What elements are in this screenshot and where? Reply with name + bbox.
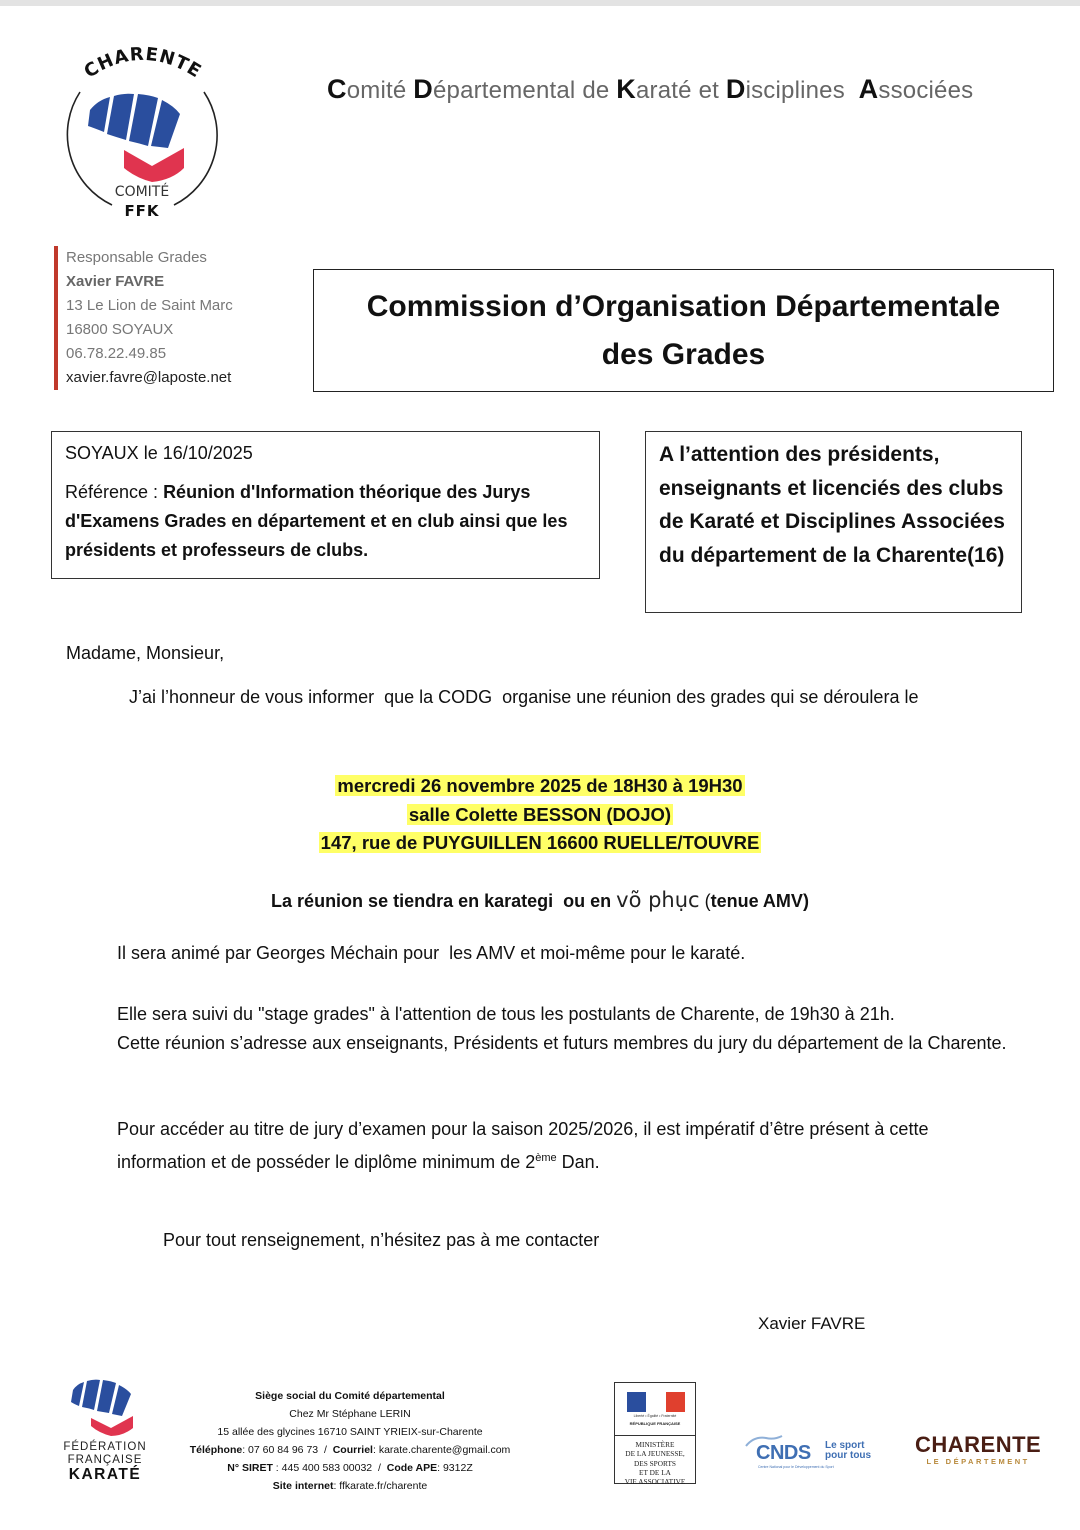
contact-address-line1: 13 Le Lion de Saint Marc (66, 297, 233, 314)
footer-siret-ape (160, 1459, 540, 1477)
dress-code-paren (700, 891, 809, 911)
republic-name: RÉPUBLIQUE FRANÇAISE (629, 1421, 681, 1426)
paren-close: ) (802, 891, 809, 911)
siret-label: N° SIRET (227, 1462, 273, 1474)
siege-title: Siège social du Comité départemental (255, 1390, 445, 1402)
commission-title-line1: Commission d’Organisation Départementale (366, 289, 1001, 323)
ffk-line1: FÉDÉRATION (63, 1441, 147, 1453)
contact-name: Xavier FAVRE (66, 273, 165, 290)
event-address-line: 147, rue de PUYGUILLEN 16600 RUELLE/TOUVRE (320, 832, 760, 853)
greeting: Madame, Monsieur, (66, 643, 225, 663)
ministere-line: MINISTÈRE (635, 1440, 675, 1449)
letter-date: SOYAUX le 16/10/2025 (65, 443, 253, 463)
republic-motto: Liberté • Égalité • Fraternité (633, 1414, 677, 1418)
reference-text (65, 478, 586, 565)
ffk-federation-logo (60, 1374, 150, 1483)
title-word: ssociées (878, 77, 974, 104)
contact-phone: 06.78.22.49.85 (66, 345, 167, 362)
paren-open: ( (699, 891, 711, 911)
ffk-line2: FRANÇAISE (67, 1454, 143, 1466)
siege-chez: Chez Mr Stéphane LERIN (289, 1408, 411, 1420)
sender-contact-block (54, 246, 233, 390)
title-initial: C (327, 74, 347, 104)
siret-value: : 445 400 583 00032 / (272, 1462, 387, 1474)
title-word: isciplines (745, 77, 859, 104)
charente-comite-ffk-logo (52, 40, 232, 220)
reference-subject: Réunion d'Information théorique des Jurys d'Examens Grades en département et en club ainsi que les présidents et professeurs de clubs. (65, 482, 568, 560)
svg-text:COMITÉ: COMITÉ (114, 184, 170, 200)
charente-departement-logo (915, 1433, 1041, 1466)
organization-title (327, 74, 973, 105)
attention-box: A l’attention des présidents, enseignants et licenciés des clubs de Karaté et Disciplines Associées du département de la Charente(16) (645, 431, 1022, 613)
cnds-name: CNDS (756, 1442, 811, 1464)
jury-text-end: Dan. (556, 1151, 600, 1172)
dress-code-prefix: La réunion se tiendra en karategi ou en (271, 891, 617, 911)
site-label: Site internet (272, 1480, 334, 1492)
svg-text:FFK: FFK (124, 202, 160, 220)
intro-paragraph: J’ai l’honneur de vous informer que la CODG organise une réunion des grades qui se déroulera le (129, 687, 919, 707)
ministere-line: DES SPORTS (634, 1458, 676, 1468)
footer-website (160, 1477, 540, 1495)
event-venue-line: salle Colette BESSON (DOJO) (408, 803, 672, 825)
title-initial: D (725, 74, 746, 104)
audience-line: Cette réunion s’adresse aux enseignants, Présidents et futurs membres du jury du département de la Charente. (117, 1032, 1007, 1053)
email-label: Courriel (332, 1444, 373, 1456)
title-word: araté et (636, 77, 726, 104)
email-value[interactable]: : karate.charente@gmail.com (372, 1444, 511, 1456)
title-initial: D (413, 74, 433, 104)
event-date-line: mercredi 26 novembre 2025 de 18H30 à 19H30 (337, 775, 743, 796)
commission-title-line2: des Grades (601, 337, 766, 371)
cnds-slogan-line: Le sport (825, 1440, 865, 1451)
footer-address-block (160, 1387, 540, 1495)
animation-paragraph: Il sera animé par Georges Méchain pour les AMV et moi-même pour le karaté. (117, 943, 746, 963)
phone-value: : 07 60 84 96 73 / (242, 1444, 333, 1456)
event-details (0, 772, 1080, 858)
ffk-line3: KARATÉ (68, 1466, 142, 1483)
jury-requirement-paragraph (117, 1115, 1017, 1176)
ministere-line: ET DE LA (639, 1467, 671, 1477)
signature: Xavier FAVRE (758, 1314, 866, 1333)
karate-fist-icon (52, 40, 232, 220)
reference-label: Référence : (65, 482, 164, 502)
charente-name: CHARENTE (915, 1432, 1042, 1457)
vo-phuc-text: võ phục (616, 888, 700, 912)
reference-box (51, 431, 600, 579)
ministere-line: VIE ASSOCIATIVE (624, 1477, 686, 1487)
title-initial: A (858, 74, 879, 104)
contact-email[interactable]: xavier.favre@laposte.net (66, 369, 232, 386)
paren-text: tenue AMV (710, 891, 803, 911)
stage-paragraph (117, 1000, 1037, 1057)
dress-code-line (0, 888, 1080, 912)
superscript-eme: ème (535, 1151, 557, 1164)
svg-text:CHARENTE: CHARENTE (80, 43, 206, 83)
title-initial: K (616, 74, 636, 104)
footer-phone-email (160, 1441, 540, 1459)
siege-address: 15 allée des glycines 16710 SAINT YRIEIX-sur-Charente (217, 1426, 483, 1438)
top-scroll-bar (0, 0, 1080, 6)
title-word: épartemental de (432, 77, 617, 104)
ape-label: Code APE (386, 1462, 438, 1474)
contact-role: Responsable Grades (66, 249, 207, 266)
cnds-slogan (825, 1441, 871, 1461)
cnds-slogan-line: pour tous (825, 1450, 872, 1461)
ministere-jeunesse-sports-logo (614, 1382, 696, 1487)
jury-text: Pour accéder au titre de jury d’examen pour la saison 2025/2026, il est impératif d’être présent à cette information et de posséder le diplôme minimum de 2 (117, 1119, 929, 1172)
contact-invitation: Pour tout renseignement, n’hésitez pas à me contacter (163, 1230, 600, 1250)
charente-subtitle: LE DÉPARTEMENT (926, 1457, 1030, 1466)
title-word: omité (346, 77, 414, 104)
ape-value: : 9312Z (437, 1462, 473, 1474)
site-value[interactable]: : ffkarate.fr/charente (333, 1480, 428, 1492)
cnds-logo (744, 1434, 879, 1478)
stage-line: Elle sera suivi du "stage grades" à l'attention de tous les postulants de Charente, de 19h30 à 21h. (117, 1004, 895, 1024)
commission-title-box (313, 269, 1054, 392)
french-flag-icon (627, 1392, 685, 1412)
contact-address-line2: 16800 SOYAUX (66, 321, 174, 338)
cnds-subtitle: Centre National pour le Développement du Sport (758, 1465, 834, 1469)
phone-label: Téléphone (189, 1444, 243, 1456)
ministere-line: DE LA JEUNESSE, (625, 1449, 685, 1459)
karate-fist-icon (65, 1374, 145, 1436)
